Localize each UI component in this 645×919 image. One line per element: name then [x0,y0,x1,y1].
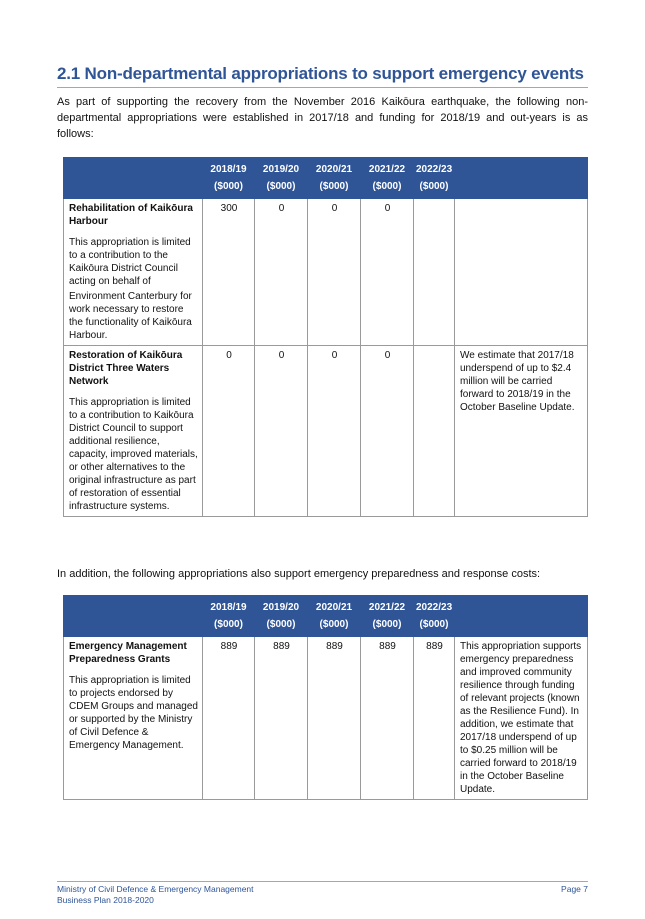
value-2020-21: 0 [308,346,361,517]
note-cell: We estimate that 2017/18 underspend of up to $2.4 million will be carried forward to 2018/19 in the October Baseline Update. [455,346,588,517]
appropriation-description: This appropriation is limited to a contribution to Kaikōura District Council to support additional resilience, capacity, improved materials, or other alternatives to the original infrastructure as part of restoration of essential infrastructure systems. [69,397,198,512]
col-header-2018-19: 2018/19 ($000) [203,158,255,199]
value-2022-23 [414,199,455,346]
col-header-2019-20: 2019/20 ($000) [255,596,308,637]
footer-doc-name: Business Plan 2018-2020 [57,895,154,905]
value-2021-22: 0 [361,199,414,346]
value-2018-19: 300 [203,199,255,346]
value-2018-19: 0 [203,346,255,517]
page-title: 2.1 Non-departmental appropriations to support emergency events [57,64,588,88]
appropriation-description-cont: Environment Canterbury for work necessary to restore the functionality of Kaikōura Harbour. [69,291,192,341]
note-cell [455,199,588,346]
appropriations-table-preparedness [63,595,588,800]
col-header-2021-22: 2021/22 ($000) [361,596,414,637]
table-row [64,637,588,800]
col-header-2020-21: 2020/21 ($000) [308,596,361,637]
value-2019-20: 0 [255,199,308,346]
col-header-2020-21: 2020/21 ($000) [308,158,361,199]
value-2019-20: 0 [255,346,308,517]
header-label-cell [64,158,203,199]
value-2020-21: 889 [308,637,361,800]
header-label-cell [64,596,203,637]
appropriation-cell [64,637,203,800]
value-2019-20: 889 [255,637,308,800]
table-row [64,346,588,517]
intro-paragraph: As part of supporting the recovery from the November 2016 Kaikōura earthquake, the following non- departmental appropriations were established in 2017/18 and funding for 2018/19 and out-years is as follows: [57,96,588,140]
appropriation-cell [64,346,203,517]
footer-org [57,884,254,906]
section-lead-paragraph: In addition, the following appropriations also support emergency preparedness and response costs: [57,568,541,580]
table-header-row [64,158,588,199]
table-header-row [64,596,588,637]
appropriations-table-recovery [63,157,588,517]
col-header-2018-19: 2018/19 ($000) [203,596,255,637]
header-notes-cell [455,596,588,637]
appropriation-cell [64,199,203,346]
page-number: Page 7 [561,884,588,894]
note-cell: This appropriation supports emergency preparedness and improved community resilience through funding of relevant projects (known as the Resilience Fund). In addition, we estimate that 2017/18 underspend of up to $0.25 million will be carried forward to 2018/19 in the October Baseline Update. [455,637,588,800]
appropriation-description: This appropriation is limited to a contribution to the Kaikōura District Council acting on behalf of [69,237,191,287]
table-row [64,199,588,346]
col-header-2021-22: 2021/22 ($000) [361,158,414,199]
value-2021-22: 0 [361,346,414,517]
footer-divider [57,881,588,882]
col-header-2019-20: 2019/20 ($000) [255,158,308,199]
appropriation-description: This appropriation is limited to projects endorsed by CDEM Groups and managed or supported by the Ministry of Civil Defence & Emergency Management. [69,675,198,751]
value-2022-23: 889 [414,637,455,800]
value-2018-19: 889 [203,637,255,800]
appropriation-title: Rehabilitation of Kaikōura Harbour [69,203,193,227]
appropriation-title: Emergency Management Preparedness Grants [69,641,187,665]
value-2020-21: 0 [308,199,361,346]
header-notes-cell [455,158,588,199]
value-2021-22: 889 [361,637,414,800]
value-2022-23 [414,346,455,517]
col-header-2022-23: 2022/23 ($000) [414,158,455,199]
appropriation-title: Restoration of Kaikōura District Three Waters Network [69,350,183,387]
col-header-2022-23: 2022/23 ($000) [414,596,455,637]
footer-org-name: Ministry of Civil Defence & Emergency Management [57,884,254,894]
